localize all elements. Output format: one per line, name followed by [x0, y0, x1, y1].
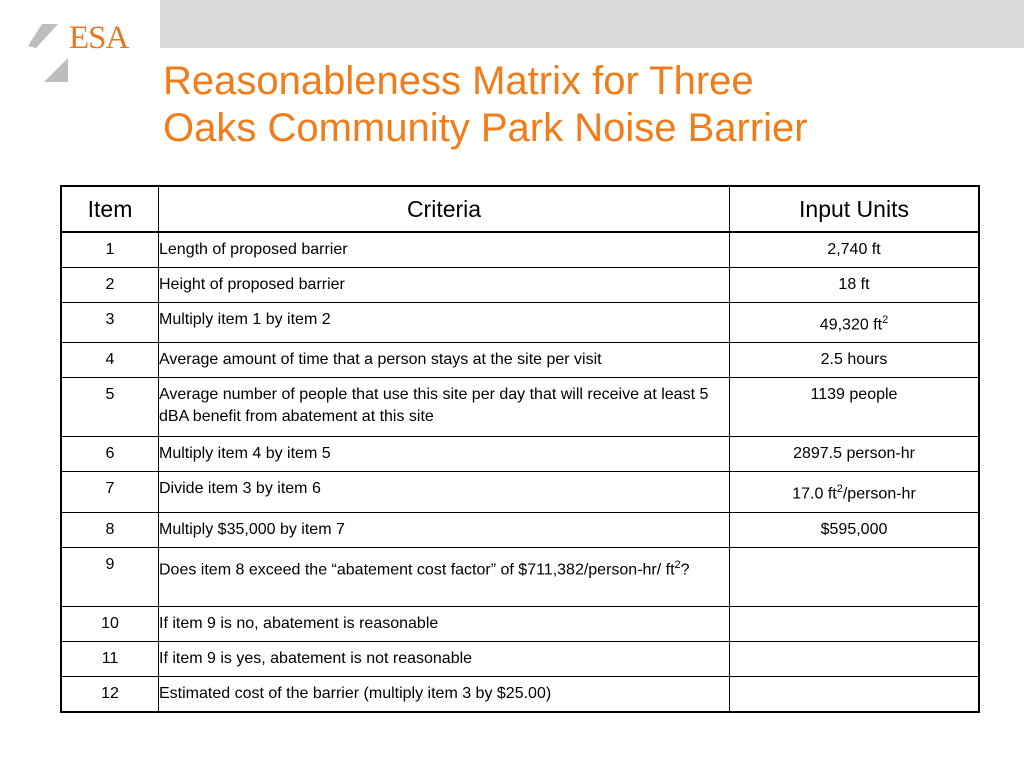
cell-item: 9: [61, 547, 159, 606]
criteria-text: Multiply item 1 by item 2: [159, 311, 331, 328]
table-header-row: [61, 186, 979, 232]
table-row: [61, 378, 979, 437]
units-text: 49,320 ft: [819, 316, 883, 334]
units-text: 2.5 hours: [820, 351, 888, 369]
cell-item: 2: [61, 268, 159, 303]
cell-input-units: [730, 472, 980, 512]
header-input-units: Input Units: [730, 186, 980, 232]
units-text: 1139 people: [810, 386, 898, 404]
cell-input-units: [730, 512, 980, 547]
criteria-text: Multiply $35,000 by item 7: [159, 520, 345, 538]
criteria-text: If item 9 is yes, abatement is not reasonable: [159, 649, 473, 667]
table-row: [61, 268, 979, 303]
units-superscript: 2: [836, 483, 843, 496]
table-row: [61, 472, 979, 512]
cell-item: 3: [61, 303, 159, 343]
cell-input-units: [730, 606, 980, 641]
cell-input-units: [730, 676, 980, 712]
units-text: 17.0 ft: [792, 485, 837, 503]
cell-item: 12: [61, 676, 159, 712]
cell-criteria: [159, 232, 730, 268]
units-text: 2,740 ft: [827, 241, 881, 258]
cell-criteria: [159, 378, 730, 437]
criteria-text: Multiply item 4 by item 5: [159, 445, 331, 463]
cell-criteria: [159, 676, 730, 712]
criteria-suffix: ?: [680, 560, 690, 578]
cell-input-units: [730, 268, 980, 303]
table-row: [61, 303, 979, 343]
table-row: [61, 606, 979, 641]
cell-input-units: [730, 232, 980, 268]
table-row: [61, 547, 979, 606]
cell-item: 5: [61, 378, 159, 437]
page-title-line-1: Reasonableness Matrix for Three: [163, 59, 754, 103]
cell-item: 8: [61, 512, 159, 547]
page-title: [163, 58, 1003, 152]
logo-text: ESA: [69, 20, 129, 56]
units-text: 18 ft: [838, 276, 870, 293]
cell-criteria: [159, 303, 730, 343]
cell-criteria: [159, 641, 730, 676]
cell-input-units: [730, 641, 980, 676]
cell-criteria: [159, 606, 730, 641]
units-text: 2897.5 person-hr: [793, 445, 915, 463]
cell-criteria: [159, 437, 730, 472]
units-suffix: /person-hr: [842, 485, 916, 503]
cell-item: 1: [61, 232, 159, 268]
table-row: [61, 232, 979, 268]
table-row: [61, 437, 979, 472]
esa-logo: [28, 18, 160, 88]
cell-criteria: [159, 547, 730, 606]
header-criteria: Criteria: [159, 186, 730, 232]
reasonableness-table: [60, 185, 980, 713]
criteria-text: Estimated cost of the barrier (multiply item 3 by $25.00): [159, 684, 552, 702]
cell-item: 10: [61, 606, 159, 641]
cell-item: 7: [61, 472, 159, 512]
criteria-superscript: 2: [674, 558, 681, 571]
cell-input-units: [730, 303, 980, 343]
criteria-text: If item 9 is no, abatement is reasonable: [159, 614, 439, 632]
criteria-text: Divide item 3 by item 6: [159, 480, 321, 498]
cell-criteria: [159, 512, 730, 547]
criteria-text: Average number of people that use this site per day that will receive at least 5 dBA benefit from abatement at this site: [159, 386, 709, 426]
cell-criteria: [159, 343, 730, 378]
page-title-line-2: Oaks Community Park Noise Barrier: [163, 106, 808, 150]
header-item: Item: [61, 186, 159, 232]
units-superscript: 2: [882, 314, 889, 326]
criteria-text: Average amount of time that a person stays at the site per visit: [159, 351, 602, 369]
cell-criteria: [159, 472, 730, 512]
criteria-text: Height of proposed barrier: [159, 276, 345, 293]
cell-input-units: [730, 437, 980, 472]
cell-item: 6: [61, 437, 159, 472]
criteria-text: Length of proposed barrier: [159, 241, 348, 258]
cell-item: 4: [61, 343, 159, 378]
table-row: [61, 641, 979, 676]
table-row: [61, 676, 979, 712]
cell-input-units: [730, 547, 980, 606]
header-band: [160, 0, 1024, 48]
cell-input-units: [730, 378, 980, 437]
criteria-text: Does item 8 exceed the “abatement cost factor” of $711,382/person-hr/ ft: [159, 560, 675, 578]
cell-criteria: [159, 268, 730, 303]
cell-input-units: [730, 343, 980, 378]
table-row: [61, 343, 979, 378]
table-row: [61, 512, 979, 547]
cell-item: 11: [61, 641, 159, 676]
units-text: $595,000: [820, 520, 888, 538]
